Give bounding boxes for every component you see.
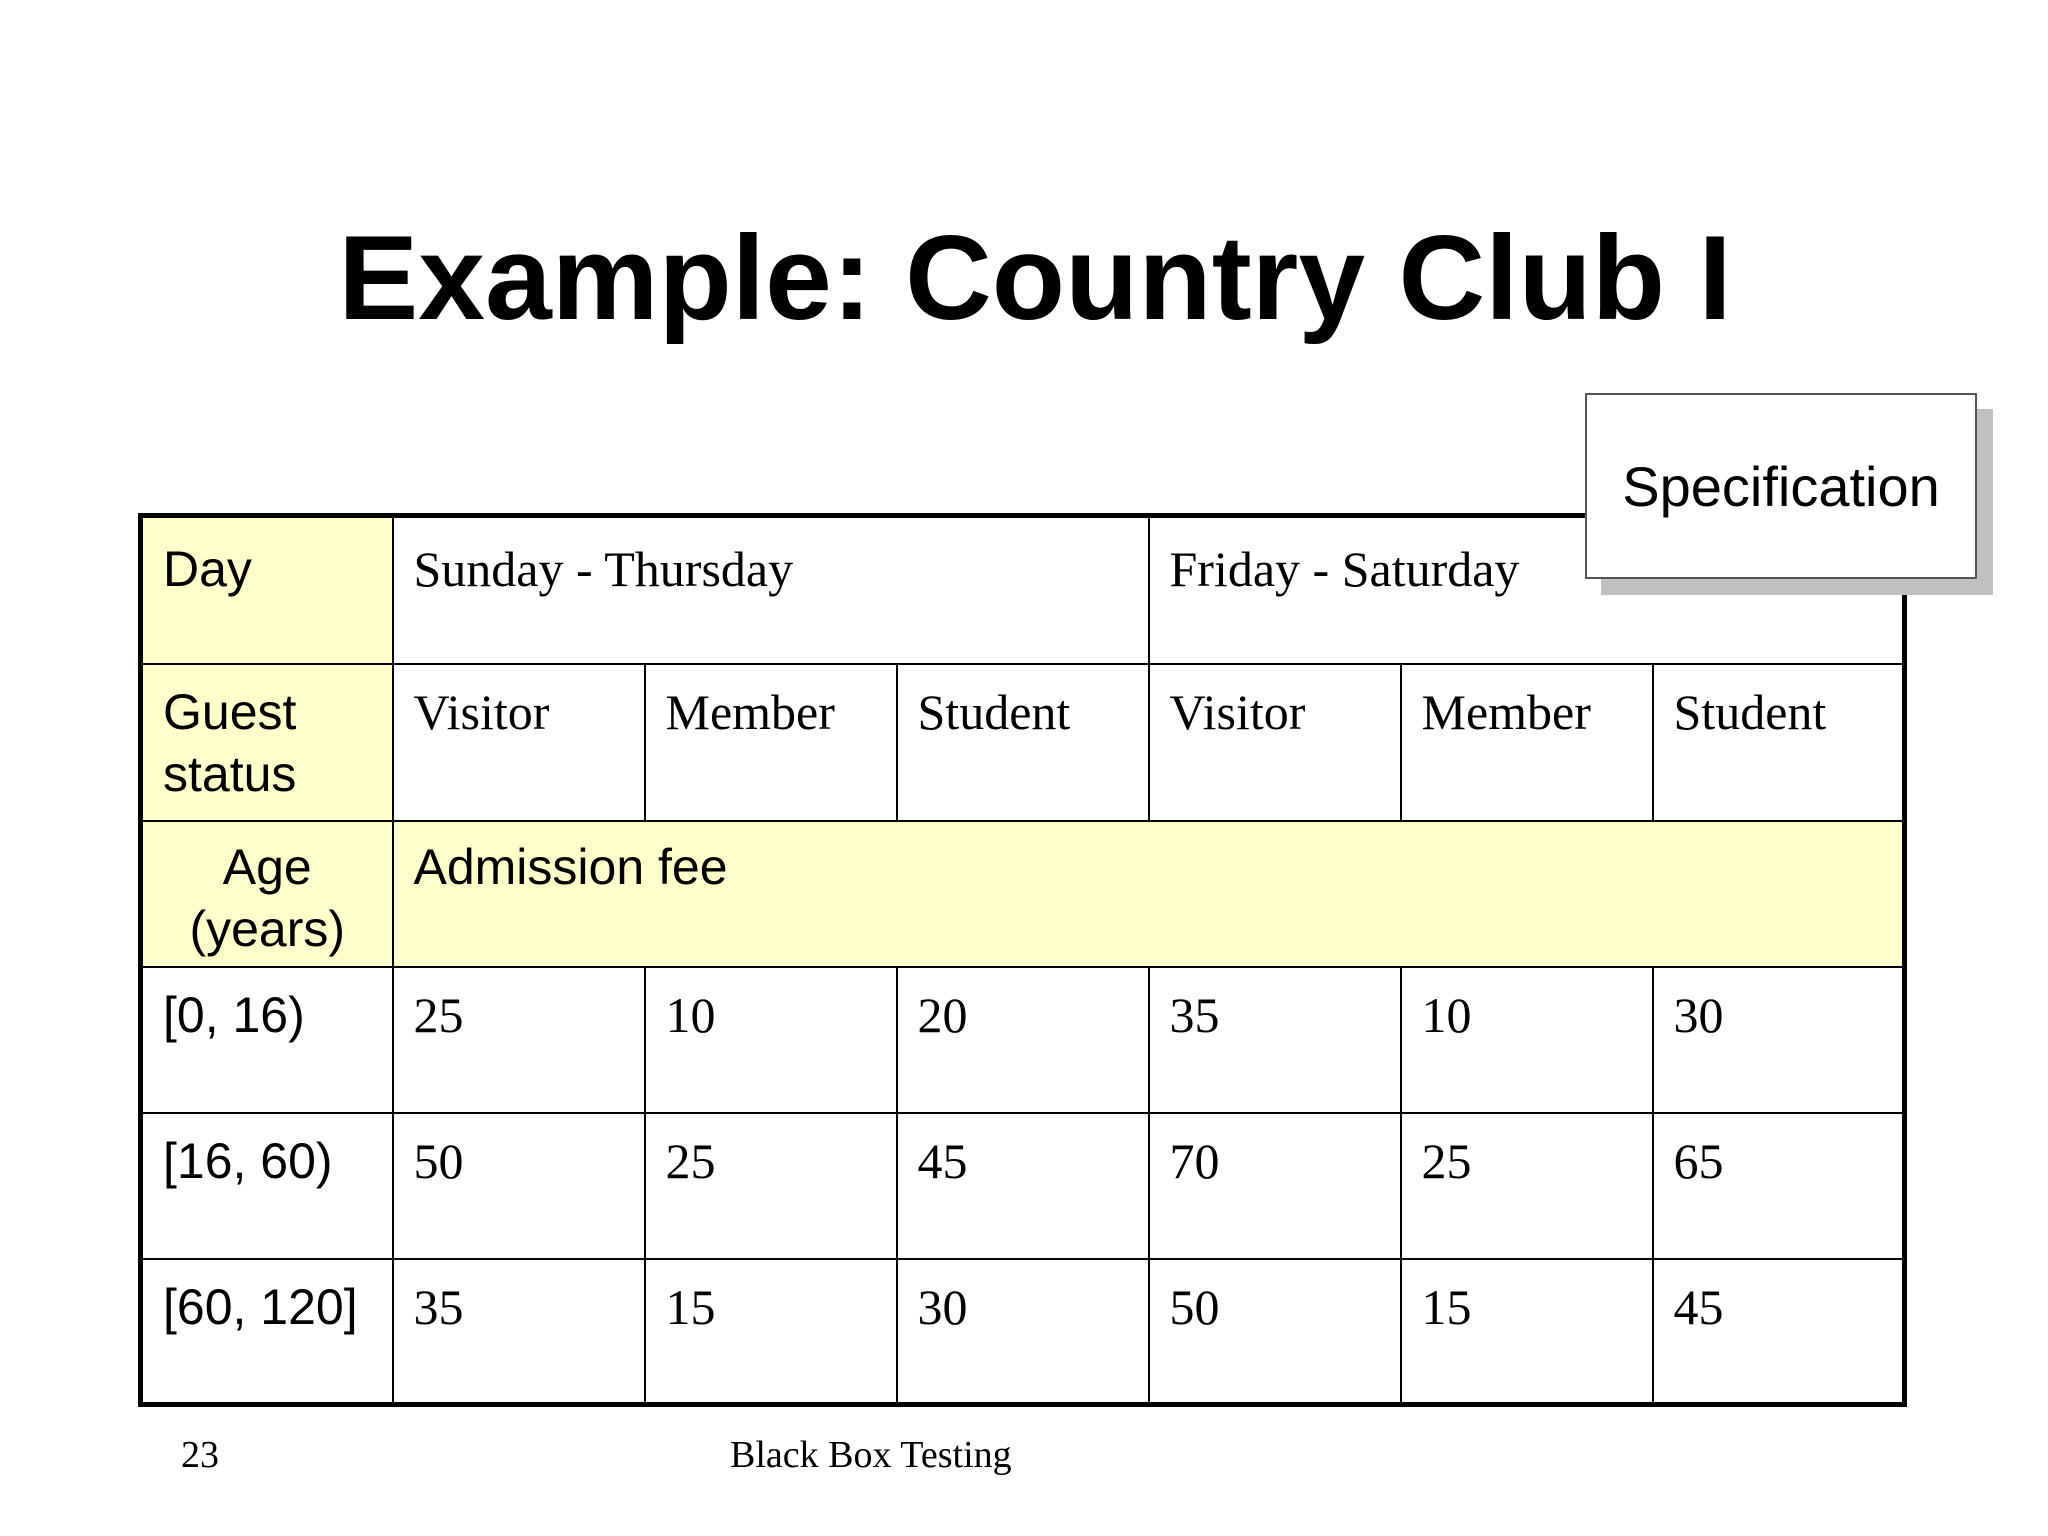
fee-cell: 50 [1149,1259,1401,1405]
fee-cell: 25 [645,1113,897,1259]
guest-status-cell: Student [1653,664,1905,821]
fee-cell: 10 [645,967,897,1113]
fee-cell: 65 [1653,1113,1905,1259]
table-row [141,967,1905,1113]
day-group-fri-sat: Friday - Saturday [1149,516,1905,664]
fee-cell: 35 [393,1259,645,1405]
fee-cell: 20 [897,967,1149,1113]
day-group-sun-thu: Sunday - Thursday [393,516,1149,664]
table-row [141,1259,1905,1405]
guest-status-label: Guest status [141,664,393,821]
footer-deck-title: Black Box Testing [730,1434,1012,1476]
guest-status-cell: Visitor [1149,664,1401,821]
fee-cell: 30 [1653,967,1905,1113]
guest-status-cell: Student [897,664,1149,821]
fee-cell: 30 [897,1259,1149,1405]
fee-cell: 35 [1149,967,1401,1113]
guest-status-row [141,664,1905,821]
age-range-cell: [0, 16) [141,967,393,1113]
guest-status-cell: Member [1401,664,1653,821]
guest-status-cell: Member [645,664,897,821]
fee-cell: 45 [897,1113,1149,1259]
fee-cell: 25 [1401,1113,1653,1259]
day-label: Day [141,516,393,664]
age-label: Age (years) [141,821,393,967]
specification-callout [1585,393,1977,579]
age-range-cell: [16, 60) [141,1113,393,1259]
fee-cell: 25 [393,967,645,1113]
guest-status-cell: Visitor [393,664,645,821]
age-range-cell: [60, 120] [141,1259,393,1405]
fee-cell: 15 [645,1259,897,1405]
admission-fee-label: Admission fee [393,821,1905,967]
specification-label: Specification [1622,454,1940,518]
fee-cell: 15 [1401,1259,1653,1405]
admission-fee-table [138,513,1907,1407]
fee-cell: 10 [1401,967,1653,1113]
slide-number: 23 [181,1434,219,1476]
fee-cell: 50 [393,1113,645,1259]
fee-cell: 45 [1653,1259,1905,1405]
table-row [141,1113,1905,1259]
fee-cell: 70 [1149,1113,1401,1259]
age-header-row [141,821,1905,967]
slide-title: Example: Country Club I [338,211,1732,345]
